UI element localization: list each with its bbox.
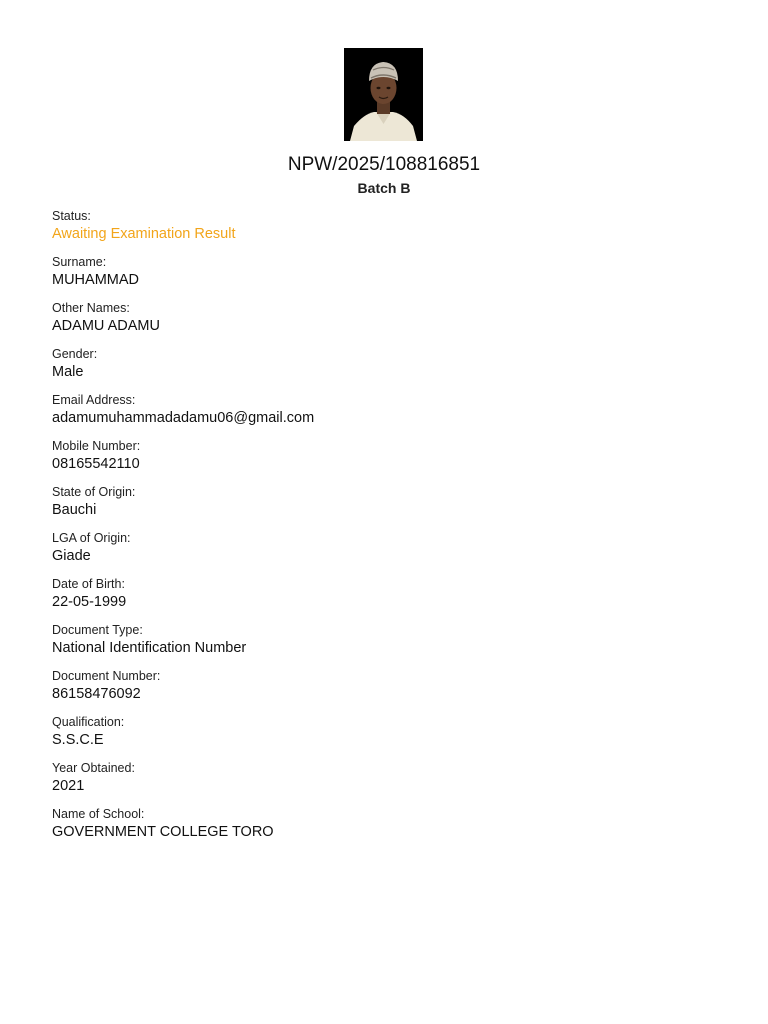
field-gender — [52, 346, 732, 392]
field-label: Qualification: — [52, 715, 125, 729]
registration-number: NPW/2025/108816851 — [287, 154, 481, 175]
field-mobile-number — [52, 438, 732, 484]
field-value: 2021 — [52, 778, 85, 794]
status-value: Awaiting Examination Result — [52, 226, 236, 242]
field-qualification — [52, 714, 732, 760]
field-document-type — [52, 622, 732, 668]
field-surname — [52, 254, 732, 300]
field-label: Document Type: — [52, 623, 143, 637]
field-label: Name of School: — [52, 807, 145, 821]
field-document-number — [52, 668, 732, 714]
field-value: 86158476092 — [52, 686, 141, 702]
passport-photo — [344, 48, 423, 141]
field-date-of-birth — [52, 576, 732, 622]
field-label: Gender: — [52, 347, 98, 361]
field-value: adamumuhammadadamu06@gmail.com — [52, 410, 315, 426]
field-value: S.S.C.E — [52, 732, 104, 748]
field-value: 08165542110 — [52, 456, 140, 472]
field-label: Status: — [52, 209, 91, 223]
field-label: Other Names: — [52, 301, 130, 315]
batch-label: Batch B — [357, 180, 411, 196]
person-portrait-image — [344, 48, 423, 141]
applicant-details — [52, 208, 732, 852]
field-year-obtained — [52, 760, 732, 806]
field-label: Email Address: — [52, 393, 136, 407]
field-label: Date of Birth: — [52, 577, 125, 591]
field-value: Giade — [52, 548, 91, 564]
field-label: Year Obtained: — [52, 761, 135, 775]
field-label: Surname: — [52, 255, 107, 269]
field-label: State of Origin: — [52, 485, 136, 499]
field-value: MUHAMMAD — [52, 272, 139, 288]
field-label: Document Number: — [52, 669, 161, 683]
field-status — [52, 208, 732, 254]
field-lga-of-origin — [52, 530, 732, 576]
field-value: ADAMU ADAMU — [52, 318, 160, 334]
field-email — [52, 392, 732, 438]
field-value: Bauchi — [52, 502, 97, 518]
field-state-of-origin — [52, 484, 732, 530]
field-label: LGA of Origin: — [52, 531, 131, 545]
field-other-names — [52, 300, 732, 346]
field-value: GOVERNMENT COLLEGE TORO — [52, 824, 274, 840]
field-value: National Identification Number — [52, 640, 247, 656]
field-value: 22-05-1999 — [52, 594, 127, 610]
field-value: Male — [52, 364, 84, 380]
field-label: Mobile Number: — [52, 439, 141, 453]
field-name-of-school — [52, 806, 732, 852]
